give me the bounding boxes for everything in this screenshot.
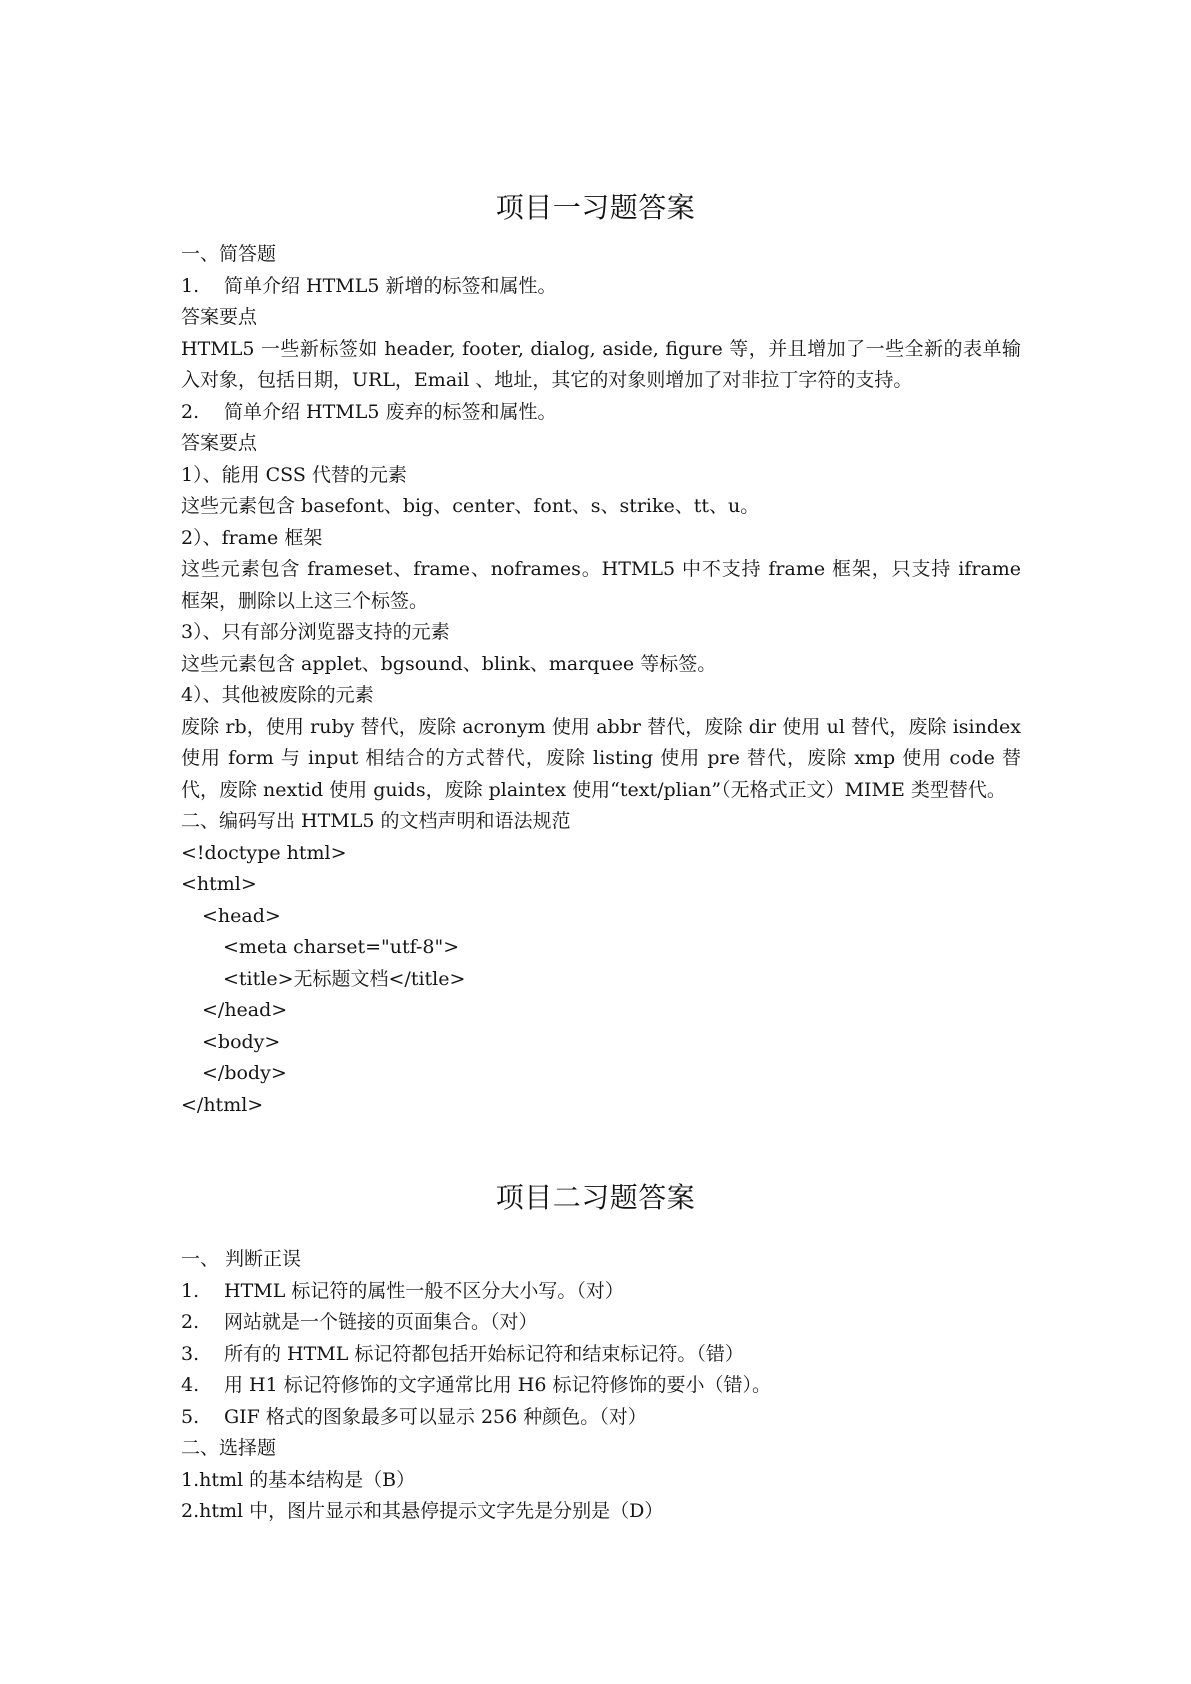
judge-item xyxy=(181,1276,1021,1308)
judge-item-number: 3. xyxy=(181,1342,200,1365)
section2-title: 项目二习题答案 xyxy=(495,1181,696,1214)
code-line-doctype: <!doctype html> xyxy=(181,841,347,864)
question-1-text: 简单介绍 HTML5 新增的标签和属性。 xyxy=(224,274,557,297)
choice-item-1: 1.html 的基本结构是（B） xyxy=(181,1468,416,1491)
point-1-title: 1）、能用 CSS 代替的元素 xyxy=(181,463,407,486)
code-line-body-close: </body> xyxy=(202,1062,287,1084)
answer-key-label-1: 答案要点 xyxy=(181,306,258,328)
code-line-body-open: <body> xyxy=(202,1030,281,1053)
code-line-head-open: <head> xyxy=(202,904,281,927)
question-2 xyxy=(181,397,1021,429)
answer-1-paragraph: HTML5 一些新标签如 header, footer, dialog, aside, figure 等，并且增加了一些全新的表单输入对象，包括日期，URL，Email 、地址，其它的对象则增加了对非拉丁字符的支持。 xyxy=(181,337,1021,391)
point-2-title: 2）、frame 框架 xyxy=(181,526,323,549)
judge-item-number: 5. xyxy=(181,1405,200,1428)
judge-item-number: 1. xyxy=(181,1279,200,1302)
judge-item-number: 4. xyxy=(181,1374,200,1396)
question-1 xyxy=(181,271,1021,303)
code-line-title: <title>无标题文档</title> xyxy=(223,967,466,990)
question-2-text: 简单介绍 HTML5 废弃的标签和属性。 xyxy=(224,400,557,423)
question-1-number: 1. xyxy=(181,274,200,297)
judge-item-text: 所有的 HTML 标记符都包括开始标记符和结束标记符。（错） xyxy=(224,1342,744,1365)
heading-true-false: 一、 判断正误 xyxy=(181,1248,302,1270)
code-line-meta: <meta charset="utf-8"> xyxy=(223,936,460,958)
heading-code: 二、编码写出 HTML5 的文档声明和语法规范 xyxy=(181,810,571,832)
point-2-text: 这些元素包含 frameset、frame、noframes。HTML5 中不支持 frame 框架，只支持 iframe 框架，删除以上这三个标签。 xyxy=(181,558,1021,612)
heading-multiple-choice: 二、选择题 xyxy=(181,1437,277,1459)
judge-item xyxy=(181,1307,1021,1339)
judge-item-text: HTML 标记符的属性一般不区分大小写。（对） xyxy=(224,1279,624,1302)
point-4-text: 废除 rb，使用 ruby 替代，废除 acronym 使用 abbr 替代，废除 dir 使用 ul 替代，废除 isindex 使用 form 与 input 相结合的方式替代，废除 listing 使用 pre 替代，废除 xmp 使用 code 替代，废除 nextid 使用 guids，废除 plaintex 使用“text/plian”（无格式正文）MIME 类型替代。 xyxy=(181,715,1021,801)
point-3-title: 3）、只有部分浏览器支持的元素 xyxy=(181,621,450,643)
judge-item xyxy=(181,1339,1021,1371)
code-line-head-close: </head> xyxy=(202,999,288,1021)
judge-item-text: GIF 格式的图象最多可以显示 256 种颜色。（对） xyxy=(224,1405,647,1428)
heading-short-answer: 一、简答题 xyxy=(181,243,277,265)
judge-item-text: 网站就是一个链接的页面集合。（对） xyxy=(224,1311,538,1333)
section1-body xyxy=(181,239,1021,1121)
question-2-number: 2. xyxy=(181,400,200,423)
point-4-title: 4）、其他被废除的元素 xyxy=(181,684,374,706)
choice-item-2: 2.html 中，图片显示和其悬停提示文字先是分别是（D） xyxy=(181,1500,664,1522)
code-line-html-close: </html> xyxy=(181,1093,264,1116)
code-line-html-open: <html> xyxy=(181,873,257,895)
judge-item xyxy=(181,1370,1021,1402)
point-3-text: 这些元素包含 applet、bgsound、blink、marquee 等标签。 xyxy=(181,652,717,675)
section1-title: 项目一习题答案 xyxy=(495,191,696,224)
judge-item-number: 2. xyxy=(181,1311,200,1333)
judge-item-text: 用 H1 标记符修饰的文字通常比用 H6 标记符修饰的要小（错）。 xyxy=(224,1374,771,1396)
point-1-text: 这些元素包含 basefont、big、center、font、s、strike、tt、u。 xyxy=(181,495,760,517)
answer-key-label-2: 答案要点 xyxy=(181,432,258,454)
section2-body xyxy=(181,1244,1021,1528)
judge-item xyxy=(181,1402,1021,1434)
